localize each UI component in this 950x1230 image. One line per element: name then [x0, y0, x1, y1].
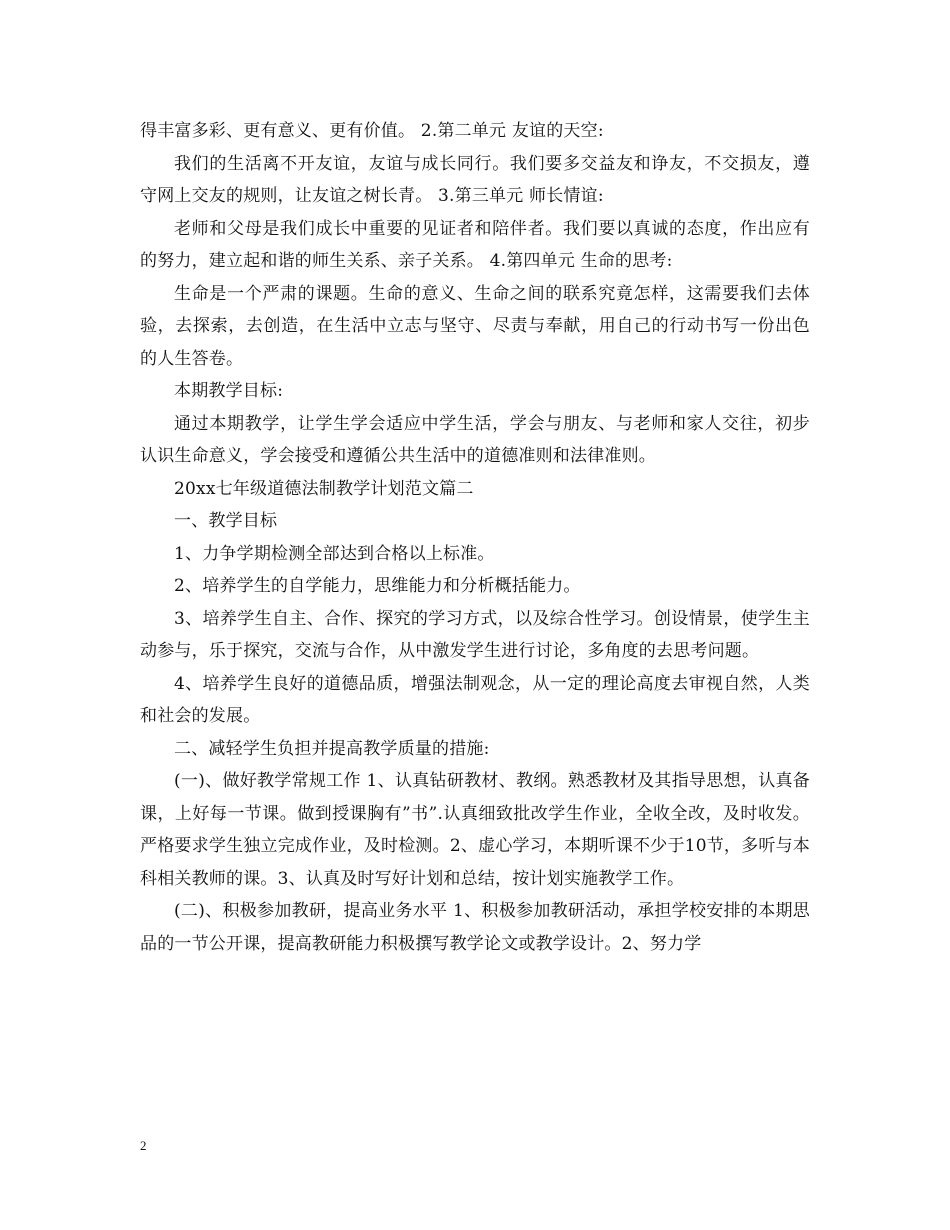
section-title: 20xx七年级道德法制教学计划范文篇二: [174, 478, 474, 499]
list-item: 4、培养学生良好的道德品质，增强法制观念，从一定的理论高度去审视自然，人类和社会的发展。: [140, 673, 810, 726]
list-item: 3、培养学生自主、合作、探究的学习方式，以及综合性学习。创设情景，使学生主动参与，乐于探究，交流与合作，从中激发学生进行讨论，多角度的去思考问题。: [140, 608, 810, 661]
paragraph: 本期教学目标:: [174, 381, 284, 401]
paragraph: (一)、做好教学常规工作 1、认真钻研教材、教纲。熟悉教材及其指导思想，认真备课，上好每一节课。做到授课胸有”书”.认真细致批改学生作业，全收全改，及时收发。严格要求学生独立完成作业，及时检测。2、虚心学习，本期听课不少于10节，多听与本科相关教师的课。3、认真及时写好计划和总结，按计划实施教学工作。: [140, 771, 810, 889]
document-body: [140, 115, 810, 960]
list-item: 1、力争学期检测全部达到合格以上标准。: [174, 543, 495, 564]
paragraph: 生命是一个严肃的课题。生命的意义、生命之间的联系究竟怎样，这需要我们去体验，去探索，去创造，在生活中立志与坚守、尽责与奉献，用自己的行动书写一份出色的人生答卷。: [140, 283, 810, 369]
heading: 一、教学目标: [174, 511, 278, 531]
paragraph: 我们的生活离不开友谊，友谊与成长同行。我们要多交益友和诤友，不交损友，遵守网上交友的规则，让友谊之树长青。 3.第三单元 师长情谊:: [140, 153, 810, 206]
page-number: 2: [140, 1138, 147, 1153]
paragraph: (二)、积极参加教研，提高业务水平 1、积极参加教研活动，承担学校安排的本期思品的一节公开课，提高教研能力积极撰写教学论文或教学设计。2、努力学: [140, 901, 810, 954]
list-item: 2、培养学生的自学能力，思维能力和分析概括能力。: [174, 576, 581, 596]
heading: 二、减轻学生负担并提高教学质量的措施:: [174, 738, 490, 759]
paragraph: 得丰富多彩、更有意义、更有价值。 2.第二单元 友谊的天空:: [140, 121, 604, 141]
paragraph: 老师和父母是我们成长中重要的见证者和陪伴者。我们要以真诚的态度，作出应有的努力，建立起和谐的师生关系、亲子关系。 4.第四单元 生命的思考:: [140, 218, 810, 271]
paragraph: 通过本期教学，让学生学会适应中学生活，学会与朋友、与老师和家人交往，初步认识生命意义，学会接受和遵循公共生活中的道德准则和法律准则。: [140, 413, 810, 466]
